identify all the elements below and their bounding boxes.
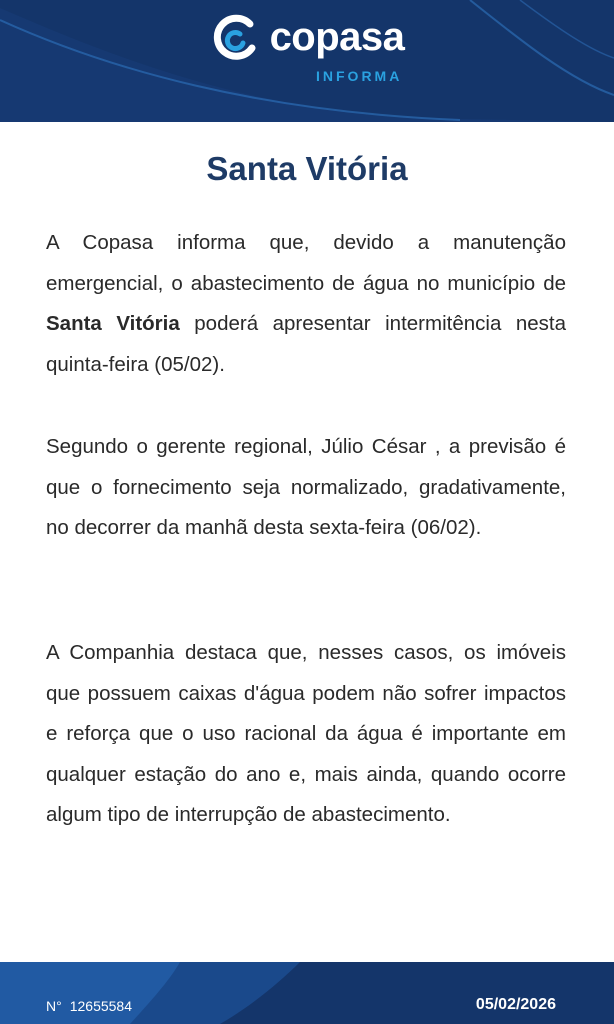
document-number (46, 998, 132, 1014)
document-number-value: 12655584 (69, 998, 133, 1014)
paragraph-1-text-end: poderá apresentar intermitência nesta quinta-feira (05/02). (46, 312, 566, 376)
paragraph-1-text-start: A Copasa informa que, devido a manutenção emergencial, o abastecimento de água no município de (46, 231, 566, 295)
document-number-label: N° (46, 998, 62, 1014)
footer-wave-decoration (0, 962, 614, 1024)
paragraph-2-text: Segundo o gerente regional, Júlio César , a previsão é que o fornecimento seja normalizado, gradativamente, no decorrer da manhã desta sexta-feira (06/02). (46, 435, 566, 539)
logo (0, 10, 614, 64)
header-subtitle: INFORMA (316, 68, 403, 84)
paragraph-1 (46, 223, 566, 385)
brand-name: copasa (269, 14, 405, 59)
paragraph-2 (46, 427, 566, 549)
document-date: 05/02/2026 (475, 996, 556, 1013)
copasa-logo-icon (210, 12, 262, 64)
footer-banner (0, 962, 614, 1024)
paragraph-3-text: A Companhia destaca que, nesses casos, os imóveis que possuem caixas d'água podem não sofrer impactos e reforça que o uso racional da água é importante em qualquer estação do ano e, mais ainda, quando ocorre algum tipo de interrupção de abastecimento. (46, 641, 566, 826)
paragraph-1-bold-city: Santa Vitória (46, 312, 180, 335)
paragraph-3 (46, 633, 566, 836)
header-banner (0, 0, 614, 122)
page-title: Santa Vitória (206, 150, 408, 187)
